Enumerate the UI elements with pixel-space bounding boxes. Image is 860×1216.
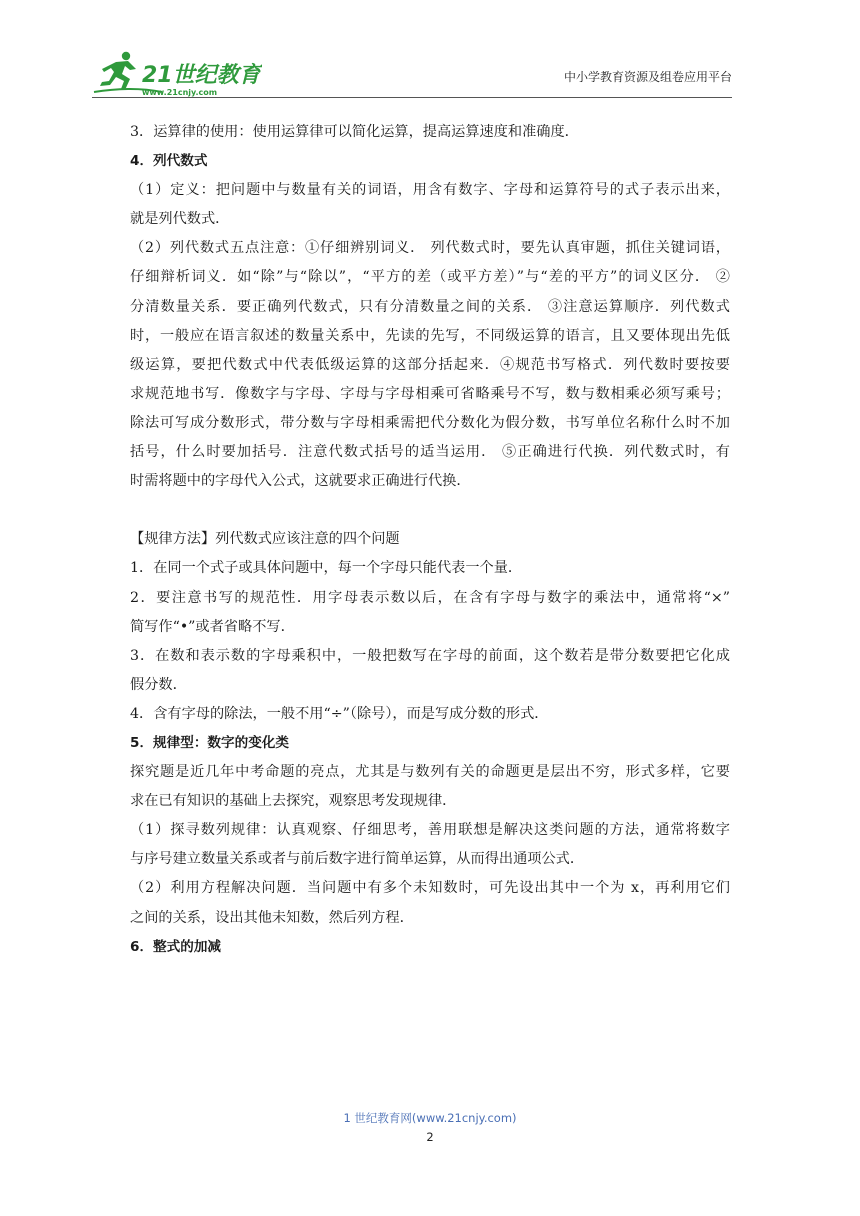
- text-line: 3．运算律的使用：使用运算律可以简化运算，提高运算速度和准确度．: [130, 124, 579, 140]
- text-line: 假分数．: [130, 676, 187, 693]
- text-line: 级运算，要把代数式中代表低级运算的这部分括起来．④规范书写格式．列代数时要按要: [130, 356, 730, 373]
- text-line: 求规范地书写．像数字与字母、字母与字母相乘可省略乘号不写，数与数相乘必须写乘号；: [130, 385, 730, 402]
- text-line: 1．在同一个式子或具体问题中，每一个字母只能代表一个量．: [130, 560, 523, 577]
- text-line: 之间的关系，设出其他未知数，然后列方程．: [130, 909, 414, 926]
- text-line: 仔细辩析词义．如“除”与“除以”，“平方的差（或平方差）”与“差的平方”的词义区分． ②: [130, 269, 730, 286]
- text-line: 简写作“•”或者省略不写．: [130, 618, 295, 635]
- text-line: （2）列代数式五点注意：①仔细辨别词义． 列代数式时，要先认真审题，抓住关键词语，: [130, 240, 730, 257]
- page-header: [92, 40, 732, 98]
- header-divider: [92, 97, 732, 98]
- text-line: 就是列代数式．: [130, 211, 230, 228]
- text-line: 2．要注意书写的规范性．用字母表示数以后，在含有字母与数字的乘法中，通常将“×”: [130, 589, 730, 606]
- logo-icon: [92, 48, 262, 98]
- text-line: （1）定义：把问题中与数量有关的词语，用含有数字、字母和运算符号的式子表示出来，: [130, 182, 730, 199]
- text-line: （1）探寻数列规律：认真观察、仔细思考，善用联想是解决这类问题的方法，通常将数字: [130, 822, 730, 839]
- text-line: 【规律方法】列代数式应该注意的四个问题: [130, 531, 400, 548]
- text-line: 求在已有知识的基础上去探究，观察思考发现规律．: [130, 793, 457, 810]
- blank-line: [130, 496, 730, 525]
- svg-text:www.21cnjy.com: www.21cnjy.com: [142, 88, 218, 97]
- svg-text:21世纪教育: 21世纪教育: [142, 63, 261, 88]
- section-heading: 5．规律型：数字的变化类: [130, 734, 289, 751]
- document-body: [130, 118, 730, 962]
- text-line: 括号，什么时要加括号．注意代数式括号的适当运用． ⑤正确进行代换．列代数式时，有: [130, 444, 730, 461]
- text-line: 探究题是近几年中考命题的亮点，尤其是与数列有关的命题更是层出不穷，形式多样，它要: [130, 764, 730, 781]
- text-line: 3．在数和表示数的字母乘积中，一般把数写在字母的前面，这个数若是带分数要把它化成: [130, 647, 730, 664]
- text-line: （2）利用方程解决问题．当问题中有多个未知数时，可先设出其中一个为 x，再利用它们: [130, 880, 730, 897]
- text-line: 与序号建立数量关系或者与前后数字进行简单运算，从而得出通项公式．: [130, 851, 585, 868]
- text-line: 时需将题中的字母代入公式，这就要求正确进行代换．: [130, 473, 471, 490]
- text-line: 分清数量关系．要正确列代数式，只有分清数量之间的关系． ③注意运算顺序．列代数式: [130, 298, 730, 315]
- text-line: 时，一般应在语言叙述的数量关系中，先读的先写，不同级运算的语言，且又要体现出先低: [130, 327, 730, 344]
- text-line: 除法可写成分数形式，带分数与字母相乘需把代分数化为假分数，书写单位名称什么时不加: [130, 414, 730, 431]
- footer-website-link[interactable]: 1 世纪教育网(www.21cnjy.com): [343, 1111, 517, 1125]
- text-line: 4．含有字母的除法，一般不用“÷”（除号），而是写成分数的形式．: [130, 705, 549, 722]
- page-number: 2: [426, 1130, 434, 1144]
- header-platform-name: 中小学教育资源及组卷应用平台: [563, 70, 732, 84]
- section-heading: 4．列代数式: [130, 153, 208, 170]
- section-heading: 6．整式的加减: [130, 938, 222, 955]
